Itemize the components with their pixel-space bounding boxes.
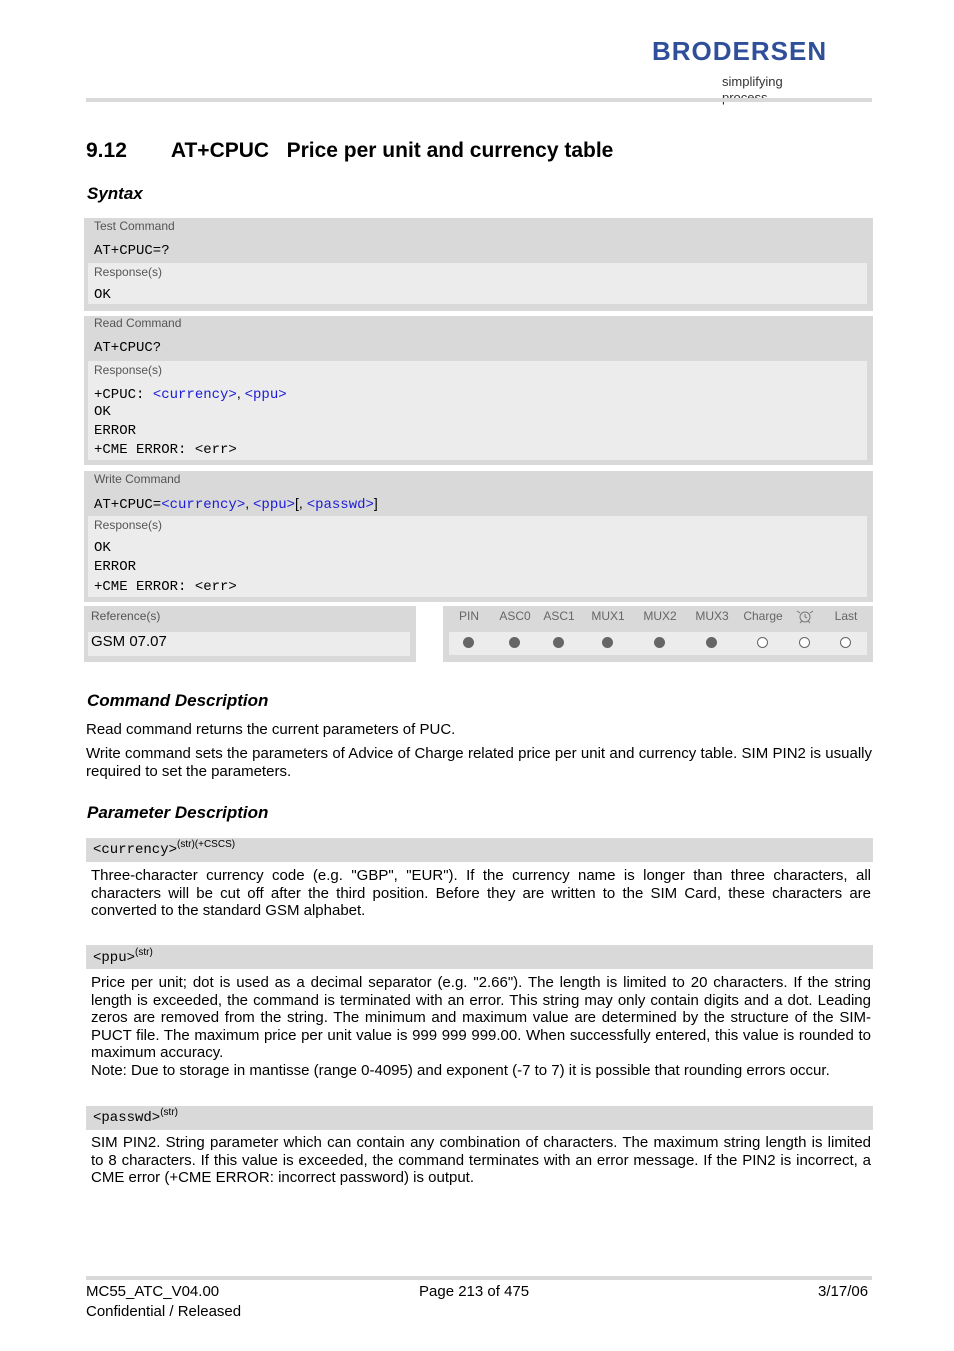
read-response-error: ERROR [94,423,137,439]
param-passwd-bar [86,1106,873,1130]
write-response-ok: OK [94,540,111,556]
param-ppu-description: Price per unit; dot is used as a decimal separator (e.g. "2.66"). The length is limited to 20 characters. If the string length is exceeded, the command is terminated with an error. This string may only contain digits and a dot. Leading zeros are removed from the string. The minimum and maximum value are determined by the structure of the SIM-PUCT file. The maximum price per unit value is 999 999 999.00. When successfully entered, this value is rounded to maximum accuracy. [91,974,871,1062]
param-passwd-description: SIM PIN2. String parameter which can contain any combination of characters. The maximum string length is limited to 8 characters. If this value is exceeded, the command terminates with an error message. If the PIN2 is incorrect, a CME error (+CME ERROR: incorrect password) is output. [91,1134,871,1187]
syntax-heading: Syntax [87,184,143,203]
ppu-param-link[interactable]: <ppu> [244,387,287,403]
test-command-label: Test Command [94,219,175,233]
alarm-clock-icon [794,607,816,625]
read-response-prefix: +CPUC: [94,387,153,403]
write-command-text: AT+CPUC=<currency>, <ppu>[, <passwd>] [94,495,378,513]
write-response-cme-error: +CME ERROR: <err> [94,579,237,595]
alarm-empty-dot [799,637,810,648]
param-ppu-name [93,947,153,966]
param-passwd-name [93,1107,178,1126]
test-response-label: Response(s) [94,265,163,279]
footer-date: 3/17/06 [818,1283,869,1300]
mux2-filled-dot [654,637,665,648]
logo-wordmark: BRODERSEN [652,36,828,66]
asc0-filled-dot [509,637,520,648]
mux3-filled-dot [706,637,717,648]
test-response-ok: OK [94,287,111,303]
param-currency-description: Three-character currency code (e.g. "GBP", "EUR"). If the currency name is longer than three characters, all characters will be cut off after the third position. Before they are written to the SIM Card, these characters are converted to the standard GSM alphabet. [91,867,871,920]
col-pin: PIN [458,609,479,623]
ppu-param-link[interactable]: <ppu> [253,497,296,513]
reference-value: GSM 07.07 [91,633,167,650]
footer-page-number: Page 213 of 475 [419,1283,530,1300]
pin-filled-dot [463,637,474,648]
param-ppu-type: (str) [135,947,153,958]
param-currency-label: <currency> [93,842,178,858]
asc1-filled-dot [553,637,564,648]
section-number: 9.12 [86,139,127,162]
header-divider [86,98,872,102]
read-command-text: AT+CPUC? [94,340,162,356]
footer-doc-id: MC55_ATC_V04.00 [86,1283,220,1300]
col-asc0: ASC0 [499,609,531,623]
param-ppu-label: <ppu> [93,950,136,966]
param-passwd-type: (str) [160,1107,178,1118]
footer-classification: Confidential / Released [86,1303,242,1320]
col-last: Last [834,609,858,623]
section-heading: AT+CPUC Price per unit and currency table [170,139,614,162]
reference-label: Reference(s) [91,609,161,623]
section-title [86,139,613,163]
read-command-label: Read Command [94,316,182,330]
write-response-label: Response(s) [94,518,163,532]
passwd-param-link[interactable]: <passwd> [306,497,374,513]
write-response-error: ERROR [94,559,137,575]
charge-empty-dot [757,637,768,648]
parameter-description-heading: Parameter Description [87,803,269,822]
param-currency-name [93,839,236,858]
currency-param-link[interactable]: <currency> [152,387,237,403]
write-command-label: Write Command [94,472,181,486]
write-command-prefix: AT+CPUC= [94,497,162,513]
param-currency-type: (str)(+CSCS) [177,839,236,850]
col-asc1: ASC1 [543,609,575,623]
logo-tagline: simplifying [722,74,783,89]
col-mux2: MUX2 [643,609,677,623]
test-response-box [88,263,867,304]
read-response-cme-error: +CME ERROR: <err> [94,442,237,458]
col-mux1: MUX1 [591,609,625,623]
footer-divider [86,1276,872,1280]
test-command-text: AT+CPUC=? [94,243,170,259]
command-description-read: Read command returns the current parameters of PUC. [86,721,456,738]
read-response-cpuc: +CPUC: <currency>, <ppu> [94,385,287,403]
read-response-label: Response(s) [94,363,163,377]
param-passwd-label: <passwd> [93,1110,161,1126]
param-ppu-note: Note: Due to storage in mantisse (range 0-4095) and exponent (-7 to 7) it is possible that rounding errors occur. [91,1062,830,1079]
command-description-heading: Command Description [87,691,269,710]
mux1-filled-dot [602,637,613,648]
currency-param-link[interactable]: <currency> [161,497,246,513]
command-description-write: Write command sets the parameters of Advice of Charge related price per unit and currency table. SIM PIN2 is usually required to set the parameters. [86,745,872,780]
col-mux3: MUX3 [695,609,729,623]
last-empty-dot [840,637,851,648]
col-charge: Charge [743,609,783,623]
param-ppu-bar [86,945,873,969]
read-response-ok: OK [94,404,111,420]
